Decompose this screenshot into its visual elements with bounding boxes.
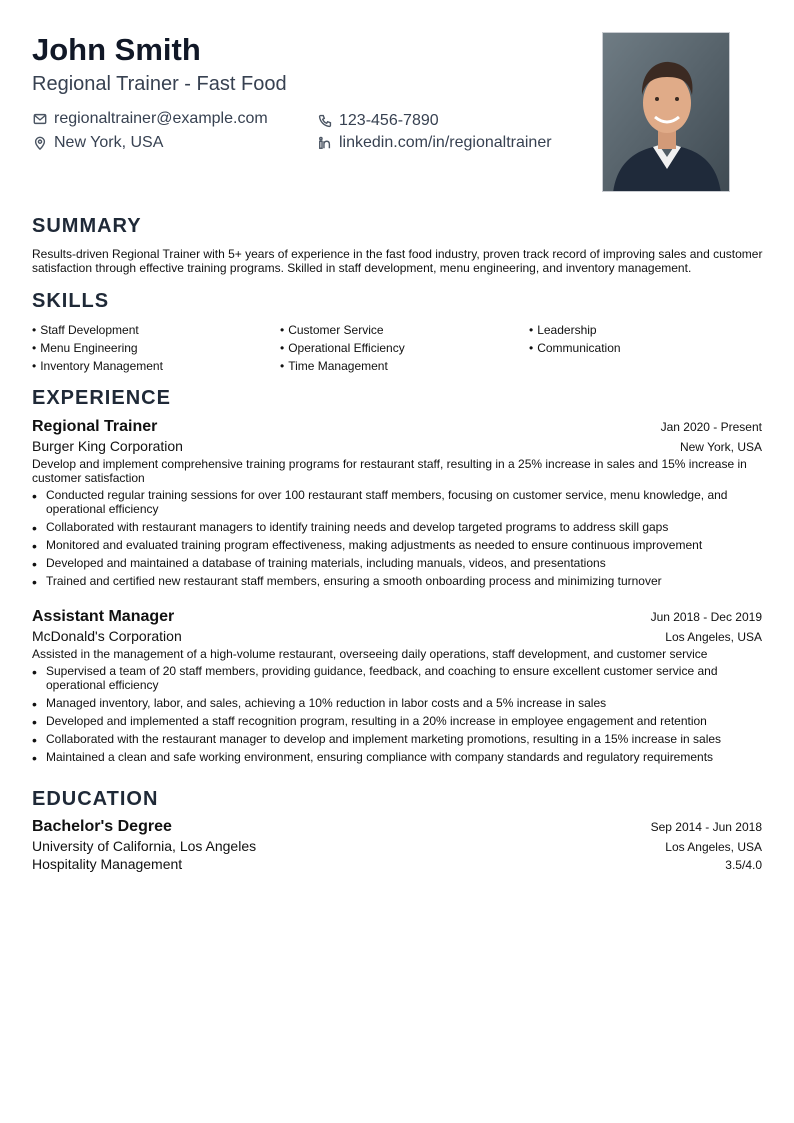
contact-email[interactable] [32, 108, 268, 130]
job-entry [32, 418, 762, 592]
job-bullet: • Supervised a team of 20 staff members, providing guidance, feedback, and coaching to ensure excellent customer service and operational efficiency [32, 664, 762, 692]
experience-heading: EXPERIENCE [32, 387, 171, 409]
education-degree: Bachelor's Degree [32, 818, 172, 835]
education-school: University of California, Los Angeles [32, 838, 257, 854]
job-entry [32, 608, 762, 768]
job-dates: Jan 2020 - Present [660, 420, 762, 434]
job-bullet: • Conducted regular training sessions for over 100 restaurant staff members, focusing on customer service, menu knowledge, and operational efficiency [32, 488, 762, 516]
skill-item: • Leadership [529, 323, 597, 337]
job-description: Assisted in the management of a high-volume restaurant, overseeing daily operations, staff development, and customer service [32, 647, 708, 661]
contact-location [32, 132, 163, 154]
job-bullet: • Developed and maintained a database of training materials, including manuals, videos, and presentations [32, 556, 762, 570]
skill-item: • Customer Service [280, 323, 384, 337]
summary-text: Results-driven Regional Trainer with 5+ years of experience in the fast food industry, proven track record of improving sales and customer satisfaction through effective training programs. Skilled in staff development, menu engineering, and inventory management. [32, 247, 763, 275]
phone-text: 123-456-7890 [339, 112, 439, 129]
skill-item: • Operational Efficiency [280, 341, 405, 355]
skills-heading: SKILLS [32, 290, 110, 312]
job-bullets [32, 488, 762, 588]
skill-item: • Staff Development [32, 323, 139, 337]
linkedin-icon [317, 135, 333, 151]
job-bullet: • Developed and implemented a staff recognition program, resulting in a 20% increase in employee engagement and retention [32, 714, 762, 728]
job-bullet: • Collaborated with restaurant managers to identify training needs and develop targeted programs to address skill gaps [32, 520, 762, 534]
job-description: Develop and implement comprehensive training programs for restaurant staff, resulting in a 25% increase in sales and 15% increase in customer satisfaction [32, 457, 747, 485]
education-heading: EDUCATION [32, 788, 159, 810]
skill-item: • Time Management [280, 359, 388, 373]
linkedin-text: linkedin.com/in/regionaltrainer [339, 134, 552, 151]
resume-header [32, 30, 572, 97]
job-company: Burger King Corporation [32, 438, 183, 454]
location-text: New York, USA [54, 134, 164, 151]
skill-item: • Communication [529, 341, 621, 355]
education-gpa: 3.5/4.0 [725, 858, 762, 872]
job-title: Regional Trainer [32, 418, 158, 435]
profile-photo [602, 32, 730, 192]
job-bullet: • Managed inventory, labor, and sales, achieving a 10% reduction in labor costs and a 5% increase in sales [32, 696, 762, 710]
job-location: New York, USA [679, 440, 762, 454]
job-title: Assistant Manager [32, 608, 175, 625]
job-location: Los Angeles, USA [665, 630, 762, 644]
job-bullets [32, 664, 762, 764]
job-dates: Jun 2018 - Dec 2019 [650, 610, 762, 624]
candidate-name: John Smith [32, 32, 201, 67]
contact-info [32, 108, 572, 156]
job-company: McDonald's Corporation [32, 628, 182, 644]
contact-linkedin[interactable] [317, 132, 552, 154]
skill-item: • Menu Engineering [32, 341, 138, 355]
phone-icon [317, 113, 333, 129]
skill-item: • Inventory Management [32, 359, 163, 373]
education-entry [32, 818, 762, 874]
mail-icon [32, 111, 48, 127]
job-bullet: • Monitored and evaluated training program effectiveness, making adjustments as needed to ensure continuous improvement [32, 538, 762, 552]
education-field: Hospitality Management [32, 856, 183, 872]
job-bullet: • Trained and certified new restaurant staff members, ensuring a smooth onboarding process and minimizing turnover [32, 574, 762, 588]
job-bullet: • Collaborated with the restaurant manager to develop and implement marketing promotions, resulting in a 15% increase in sales [32, 732, 762, 746]
education-dates: Sep 2014 - Jun 2018 [650, 820, 762, 834]
map-pin-icon [32, 135, 48, 151]
email-text: regionaltrainer@example.com [54, 110, 268, 127]
candidate-title: Regional Trainer - Fast Food [32, 73, 287, 95]
contact-phone[interactable] [317, 110, 439, 132]
education-location: Los Angeles, USA [665, 840, 762, 854]
summary-heading: SUMMARY [32, 215, 142, 237]
job-bullet: • Maintained a clean and safe working environment, ensuring compliance with company standards and regulatory requirements [32, 750, 762, 764]
